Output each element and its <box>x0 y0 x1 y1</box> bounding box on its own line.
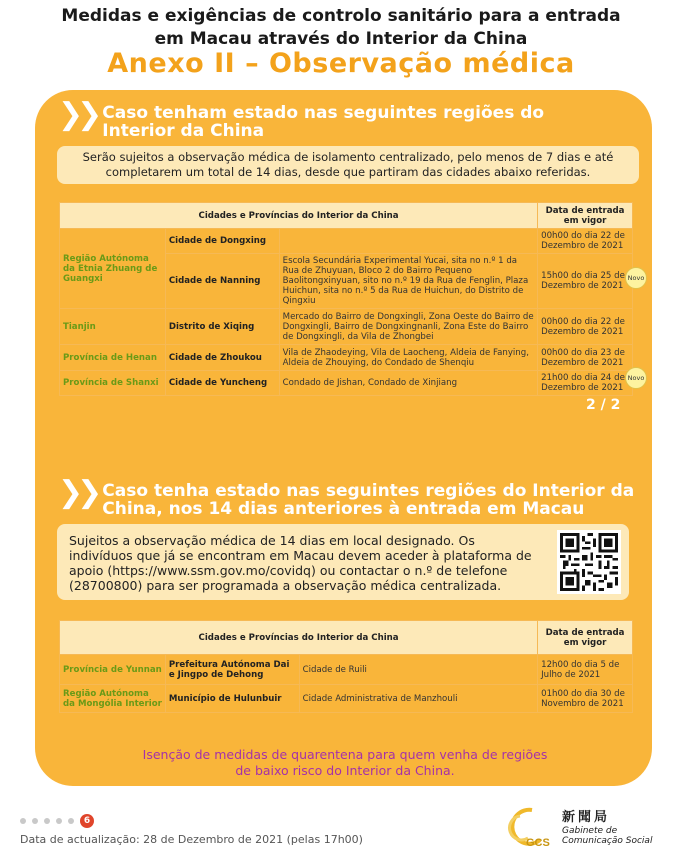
table-row <box>60 655 633 685</box>
gcs-logo-icon <box>502 806 558 848</box>
province-cell: Província de Henan <box>60 345 166 371</box>
exemption-line-1: Isenção de medidas de quarentena para quem venha de regiões <box>142 747 548 762</box>
province-cell: Região Autónoma da Mongólia Interior <box>60 685 166 713</box>
table-row <box>60 229 633 254</box>
page-dot[interactable] <box>68 818 74 824</box>
date-cell: 00h00 do dia 23 de Dezembro de 2021 <box>538 345 633 371</box>
table-row <box>60 371 633 396</box>
areas-cell: Escola Secundária Experimental Yucai, sita no n.º 1 da Rua de Zhuyuan, Bloco 2 do Bairro Pequeno Baolitongxinyuan, sito no n.º 19 da Rua de Fenglin, Plaza Huichun, sita no n.º 5 da Rua de Huichun, do Distrito de Qingxiu <box>279 254 537 309</box>
city-cell: Prefeitura Autónoma Dai e Jingpo de Dehong <box>165 655 299 685</box>
gcs-logo-text: GCS <box>526 837 550 848</box>
areas-cell <box>279 229 537 254</box>
date-cell: 21h00 do dia 24 de Dezembro de 2021 <box>538 371 633 396</box>
exemption-line-2: de baixo risco do Interior da China. <box>235 763 455 778</box>
areas-cell: Mercado do Bairro de Dongxingli, Zona Oeste do Bairro de Dongxingli, Bairro de Dongxingnanli, Zona Este do Bairro de Dongxingli, da Vila de Zhongbei <box>279 309 537 345</box>
double-chevron-icon: ❯❯ <box>58 97 97 132</box>
title-line-1: Medidas e exigências de controlo sanitário para a entrada <box>61 6 621 26</box>
date-cell: 00h00 do dia 22 de Dezembro de 2021 <box>538 229 633 254</box>
section2-heading <box>58 475 638 519</box>
page-dots <box>20 814 100 828</box>
date-cell: 00h00 do dia 22 de Dezembro de 2021 <box>538 309 633 345</box>
page-dot[interactable] <box>56 818 62 824</box>
date-cell: 01h00 do dia 30 de Novembro de 2021 <box>538 685 633 713</box>
logo-chinese: 新聞局 <box>562 810 611 825</box>
annex-title: Anexo II – Observação médica <box>107 48 575 79</box>
section1-heading <box>58 97 598 141</box>
logo-portuguese-line-2: Comunicação Social <box>562 836 653 846</box>
page-indicator: 2 / 2 <box>586 397 621 413</box>
section2-heading-text: Caso tenha estado nas seguintes regiões do Interior da China, nos 14 dias anteriores à entrada em Macau <box>102 481 635 519</box>
date-cell: 12h00 do dia 5 de Julho de 2021 <box>538 655 633 685</box>
province-cell: Província de Yunnan <box>60 655 166 685</box>
province-cell: Província de Shanxi <box>60 371 166 396</box>
table-row <box>60 309 633 345</box>
logo-portuguese-line-1: Gabinete de <box>562 826 618 836</box>
page-dot[interactable] <box>32 818 38 824</box>
section1-notice: Serão sujeitos a observação médica de isolamento centralizado, pelo menos de 7 dias e até completarem um total de 14 dias, desde que partiram das cidades abaixo referidas. <box>57 146 639 184</box>
qr-code-icon <box>560 533 618 591</box>
city-cell: Cidade de Dongxing <box>165 229 279 254</box>
double-chevron-icon: ❯❯ <box>58 475 97 510</box>
header-regions: Cidades e Províncias do Interior da China <box>60 621 538 655</box>
gcs-logo <box>502 806 558 848</box>
city-cell: Município de Hulunbuir <box>165 685 299 713</box>
table-header-row <box>60 621 633 655</box>
city-cell: Cidade de Nanning <box>165 254 279 309</box>
date-cell: 15h00 do dia 25 de Dezembro de 2021 <box>538 254 633 309</box>
header-regions: Cidades e Províncias do Interior da China <box>60 203 538 229</box>
page-dot[interactable] <box>20 818 26 824</box>
new-badge: Novo <box>625 367 647 389</box>
areas-cell: Condado de Jishan, Condado de Xinjiang <box>279 371 537 396</box>
areas-cell: Cidade de Ruili <box>299 655 538 685</box>
title-line-2: em Macau através do Interior da China <box>154 29 528 49</box>
section1-heading-text: Caso tenham estado nas seguintes regiões do Interior da China <box>102 103 545 141</box>
province-cell: Tianjin <box>60 309 166 345</box>
new-badge: Novo <box>625 267 647 289</box>
section2-notice: Sujeitos a observação médica de 14 dias em local designado. Os indivíduos que já se encontram em Macau devem aceder à plataforma de apoio (https://www.ssm.gov.mo/covidq) ou contactar o n.º de telefone (28700800) para ser programada a observação médica centralizada. <box>57 524 629 600</box>
section1-table <box>59 202 633 396</box>
header-date: Data de entrada em vigor <box>538 621 633 655</box>
areas-cell: Vila de Zhaodeying, Vila de Laocheng, Aldeia de Fanying, Aldeia de Zhouying, do Condado de Shenqiu <box>279 345 537 371</box>
table-row <box>60 345 633 371</box>
logo-portuguese <box>562 826 652 846</box>
city-cell: Cidade de Zhoukou <box>165 345 279 371</box>
page-dot-active[interactable]: 6 <box>80 814 94 828</box>
areas-cell: Cidade Administrativa de Manzhouli <box>299 685 538 713</box>
update-date: Data de actualização: 28 de Dezembro de 2021 (pelas 17h00) <box>20 833 363 846</box>
exemption-note <box>90 747 600 779</box>
table-header-row <box>60 203 633 229</box>
section2-table <box>59 620 633 713</box>
city-cell: Distrito de Xiqing <box>165 309 279 345</box>
table-row <box>60 685 633 713</box>
city-cell: Cidade de Yuncheng <box>165 371 279 396</box>
qr-code[interactable] <box>557 530 621 594</box>
page-dot[interactable] <box>44 818 50 824</box>
province-cell: Região Autónoma da Etnia Zhuang de Guangxi <box>60 229 166 309</box>
header-date: Data de entrada em vigor <box>538 203 633 229</box>
